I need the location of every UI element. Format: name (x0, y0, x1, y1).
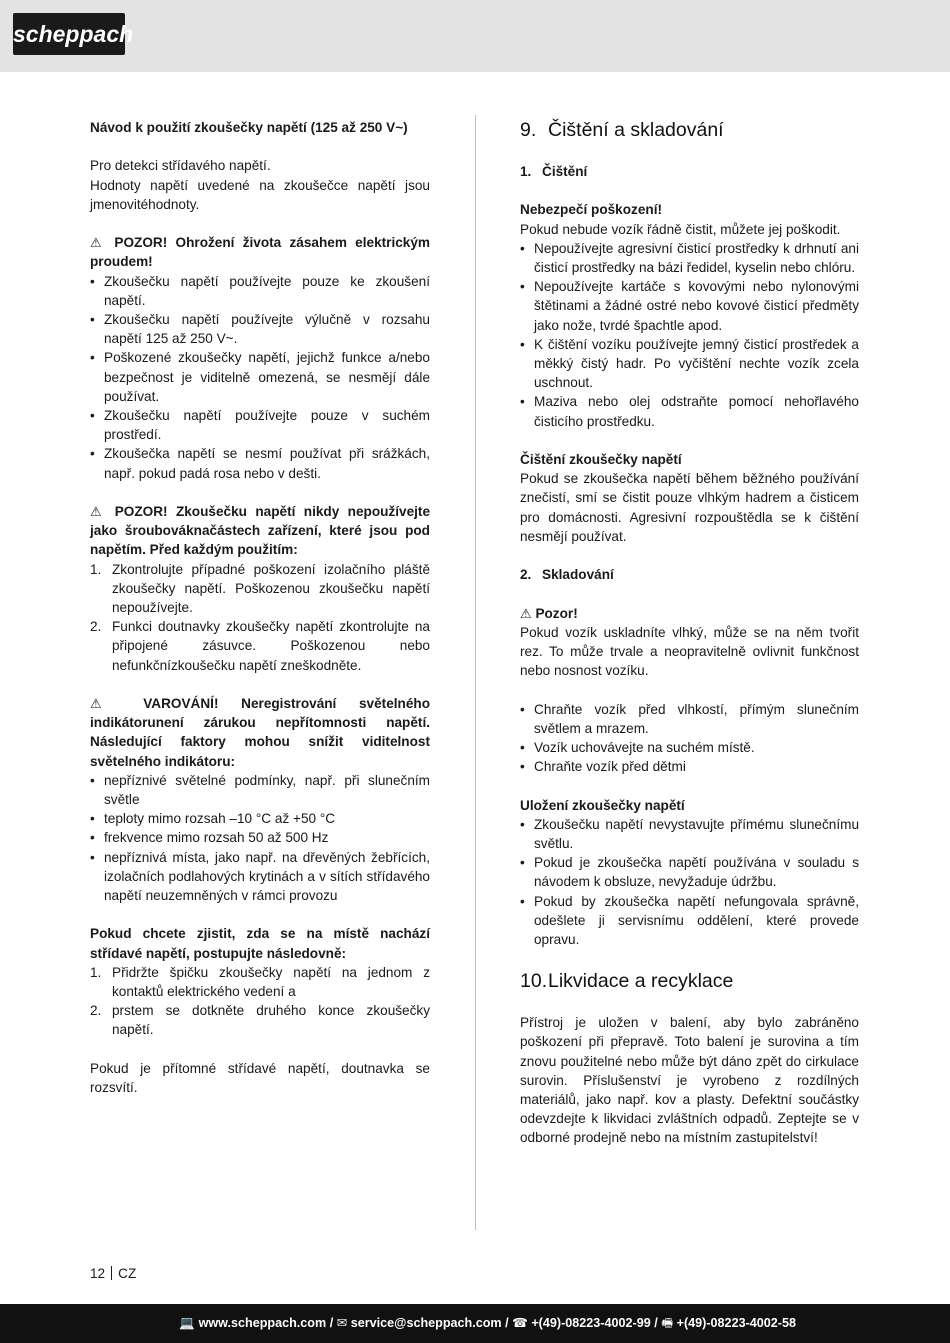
damage-list (520, 239, 859, 431)
intro-line-1: Pro detekci střídavého napětí. (90, 158, 271, 174)
list-item: • nepříznivé světelné podmínky, např. při slunečním světle (90, 772, 430, 808)
warning-triangle-icon: ⚠ (90, 504, 107, 520)
tester-cleaning-text: Pokud se zkoušečka napětí během běžného používání znečistí, smí se čistit pouze vlhkým hadrem a čisticem pro domácnosti. Agresivní rozpouštědla se k čištění nesmějí používat. (520, 471, 859, 544)
warning-2-text: POZOR! Zkoušečku napětí nikdy nepoužívejte jako šroubováknačástech zařízení, které jsou pod napětím. Před každým použitím: (90, 504, 431, 558)
footer-email[interactable]: service@scheppach.com (350, 1316, 502, 1330)
page-language: CZ (118, 1266, 137, 1281)
list-item: 1. Zkontrolujte případné poškození izolačního pláště zkoušečky napětí. Poškozenou zkoušečku napětí nepoužívejte. (90, 561, 430, 616)
tester-storage-list (520, 815, 859, 949)
list-item: • Zkoušečka napětí se nesmí používat při srážkách, např. pokud padá rosa nebo v dešti. (90, 446, 430, 481)
list-item: • Poškozené zkoušečky napětí, jejichž funkce a/nebo bezpečnost je viditelně omezená, se nesmějí dále používat. (90, 350, 430, 404)
page-footer (0, 1304, 950, 1343)
warning-triangle-icon: ⚠ (90, 696, 121, 712)
list-item: • Nepoužívejte kartáče s kovovými nebo nylonovými štětinami a žádné ostré nebo kovové čisticí předměty jako nože, tvrdé špachtle apod. (520, 279, 859, 333)
damage-warning-text: Pokud nebude vozík řádně čistit, můžete jej poškodit. (520, 221, 841, 237)
caution-text: Pokud vozík uskladníte vlhký, může se na něm tvořit rez. To může trvale a neopravitelně ovlivnit funkčnost nebo nosnost vozíku. (520, 624, 859, 679)
check-procedure-list (90, 963, 430, 1040)
storage-list (520, 700, 859, 777)
warning-1-title (90, 233, 430, 271)
list-item: • Zkoušečku napětí používejte pouze ke zkoušení napětí. (90, 273, 430, 308)
section-10-heading: 10.Likvidace a recyklace (520, 970, 734, 993)
list-item: • Nepoužívejte agresivní čisticí prostředky k drhnutí ani čisticí prostředky na bázi ředidel, kyselin nebo chlóru. (520, 240, 859, 275)
caution-title: ⚠ Pozor! (520, 605, 578, 621)
page-number (90, 1266, 136, 1281)
footer-phone: +(49)-08223-4002-99 (531, 1316, 651, 1330)
list-item: • Zkoušečku napětí používejte výlučně v rozsahu napětí 125 až 250 V~. (90, 312, 430, 347)
right-column (520, 118, 859, 1148)
warning-2-list (90, 560, 430, 675)
footer-separator: / (654, 1316, 658, 1330)
warning-3-title (90, 694, 430, 771)
check-procedure-title: Pokud chcete zjistit, zda se na místě nachází střídavé napětí, postupujte následovně: (90, 926, 430, 961)
page-number-value: 12 (90, 1266, 106, 1281)
warning-2-title (90, 502, 430, 560)
tester-cleaning-title: Čištění zkoušečky napětí (520, 452, 682, 468)
list-item: • Chraňte vozík před vlhkostí, přímým slunečním světlem a mrazem. (520, 701, 859, 736)
telephone-icon: ☎ (512, 1316, 528, 1330)
intro-line-2: Hodnoty napětí uvedené na zkoušečce napětí jsou jmenovitéhodnoty. (90, 177, 430, 212)
list-item: 2. prstem se dotkněte druhého konce zkoušečky napětí. (90, 1003, 430, 1038)
list-item: • Zkoušečku napětí používejte pouze v suchém prostředí. (90, 408, 430, 443)
scheppach-logo: scheppach (13, 13, 125, 55)
warning-triangle-icon: ⚠ (90, 235, 107, 251)
disposal-text: Přístroj je uložen v balení, aby bylo zabráněno poškození při přepravě. Toto balení je surovina a tím znovu použitelné nebo může být dáno zpět do cirkulace surovin. Příslušenství je vyrobeno z rozdílných materiálů, jako např. kov a plasty. Defektní součástky odevzdejte k likvidaci zvláštních odpadů. Zeptejte se v odborné prodejně nebo na místním zastupitelství! (520, 1015, 859, 1146)
warning-1-list (90, 272, 430, 483)
list-item: • teploty mimo rozsah –10 °C až +50 °C (90, 811, 336, 827)
warning-3-list (90, 771, 430, 905)
list-item: • Pokud by zkoušečka napětí nefungovala správně, odešlete ji servisnímu oddělení, které provede opravu. (520, 893, 859, 948)
tester-manual-title: Návod k použití zkoušečky napětí (125 až 250 V~) (90, 120, 408, 135)
computer-icon: 💻 (179, 1316, 196, 1330)
footer-fax: +(49)-08223-4002-58 (676, 1316, 796, 1330)
list-item: • frekvence mimo rozsah 50 až 500 Hz (90, 830, 329, 846)
list-item: • Chraňte vozík před dětmi (520, 759, 686, 775)
section-9-heading: 9. Čištění a skladování (520, 119, 724, 141)
envelope-icon: ✉ (336, 1316, 348, 1330)
warning-1-text: POZOR! Ohrožení života zásahem elektrickým proudem! (90, 235, 430, 270)
page-header (0, 0, 950, 72)
warning-triangle-icon: ⚠ (520, 605, 532, 621)
closing-note: Pokud je přítomné střídavé napětí, doutnavka se rozsvítí. (90, 1060, 430, 1096)
warning-3-text: VAROVÁNÍ! Neregistrování světelného indikátorunení zárukou nepřítomnosti napětí. Následující faktory mohou snížit viditelnost světelného indikátoru: (90, 696, 431, 769)
footer-separator: / (329, 1316, 334, 1330)
list-item: • K čištění vozíku používejte jemný čisticí prostředek a měkký čistý hadr. Po vyčištění nechte vozík zcela uschnout. (520, 336, 859, 391)
list-item: • Zkoušečku napětí nevystavujte přímému slunečnímu světlu. (520, 816, 859, 852)
footer-website[interactable]: www.scheppach.com (198, 1316, 327, 1330)
section-9-1-heading: 1. Čištění (520, 164, 588, 179)
fax-icon: 🖷 (661, 1316, 674, 1330)
damage-warning-title: Nebezpečí poškození! (520, 202, 663, 218)
list-item: • Vozík uchovávejte na suchém místě. (520, 740, 755, 756)
tester-storage-title: Uložení zkoušečky napětí (520, 797, 685, 813)
column-divider (475, 115, 476, 1230)
list-item: • Maziva nebo olej odstraňte pomocí nehořlavého čisticího prostředku. (520, 394, 859, 429)
footer-separator: / (505, 1316, 509, 1330)
left-column (90, 118, 430, 1097)
list-item: • Pokud je zkoušečka napětí používána v souladu s návodem k obsluze, nevyžaduje údržbu. (520, 855, 859, 890)
list-item: 2. Funkci doutnavky zkoušečky napětí zkontrolujte na připojené zásuvce. Poškozenou nebo nefunkčnízkoušečku napětí zneškodněte. (90, 619, 430, 673)
section-9-2-heading: 2. Skladování (520, 567, 614, 583)
list-item: • nepříznivá místa, jako např. na dřevěných žebřících, izolačních podlahových krytinách a v sítích střídavého napětí neuzemněných v rámci provozu (90, 849, 430, 904)
list-item: 1. Přidržte špičku zkoušečky napětí na jednom z kontaktů elektrického vedení a (90, 964, 430, 1000)
